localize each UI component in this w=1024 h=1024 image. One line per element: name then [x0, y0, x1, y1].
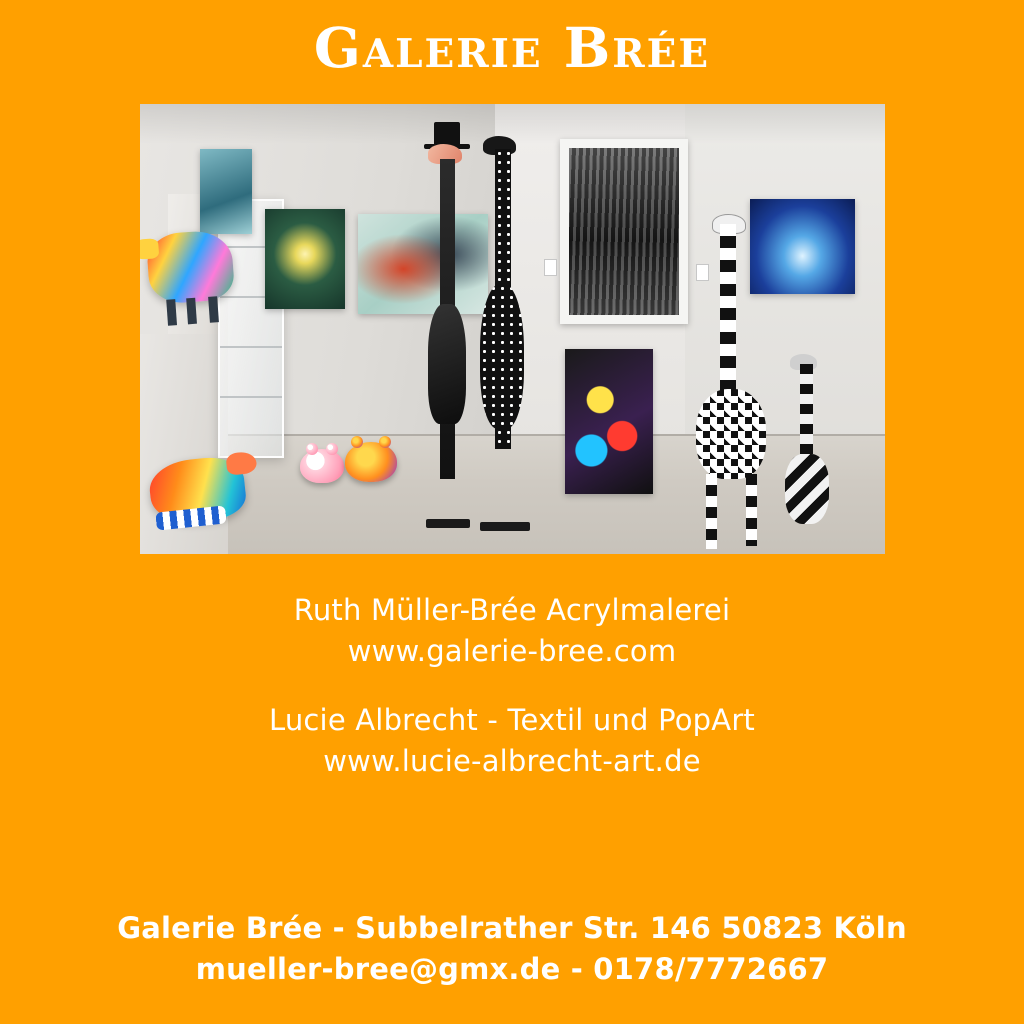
- contact-email-phone[interactable]: mueller-bree@gmx.de - 0178/7772667: [195, 951, 829, 986]
- sculpture-piggy-pink: [300, 449, 344, 483]
- artist-1-website[interactable]: www.galerie-bree.com: [347, 633, 677, 668]
- wall-label-left: [544, 259, 557, 276]
- artwork-popart-panel: [565, 349, 653, 494]
- sculpture-cow-colorful: [145, 229, 235, 305]
- gallery-interior-photo: [140, 104, 885, 554]
- ceiling-shadow: [140, 104, 885, 144]
- artwork-teal-small: [200, 149, 252, 234]
- wall-label-right: [696, 264, 709, 281]
- artwork-black-white-forest: [560, 139, 688, 324]
- artwork-red-green-abstract: [358, 214, 488, 314]
- page-title: Galerie Brée: [313, 15, 711, 80]
- sculpture-piggy-orange: [345, 442, 397, 482]
- contact-block: [0, 908, 1024, 990]
- artists-block: [0, 590, 1024, 783]
- artist-2-name: Lucie Albrecht - Textil und PopArt: [268, 702, 756, 737]
- artist-1-name: Ruth Müller-Brée Acrylmalerei: [293, 592, 731, 627]
- artwork-yellow-burst: [265, 209, 345, 309]
- artwork-blue-feather: [750, 199, 855, 294]
- photo-scene: [140, 104, 885, 554]
- artist-2-website[interactable]: www.lucie-albrecht-art.de: [323, 744, 701, 779]
- contact-address: Galerie Brée - Subbelrather Str. 146 50823 Köln: [117, 910, 907, 945]
